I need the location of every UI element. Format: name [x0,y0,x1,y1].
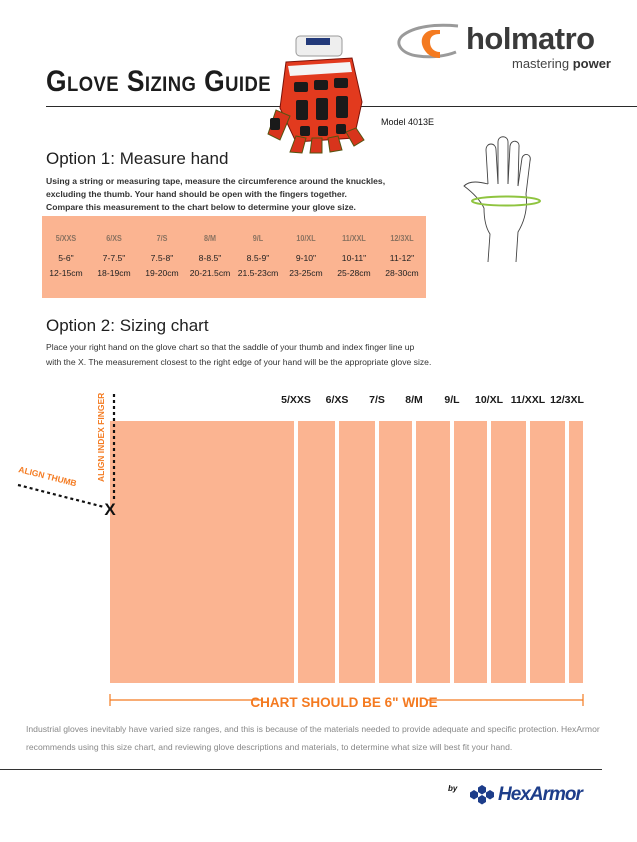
align-index-label: ALIGN INDEX FINGER [96,392,106,482]
size-column [42,216,90,298]
size-line-7s [375,421,379,683]
size-label: 8/M [203,234,217,243]
thumb-guide [18,485,104,507]
size-inches: 8-8.5" [198,253,222,263]
size-label: 11/XXL [342,234,366,243]
chart-size-label: 12/3XL [550,394,584,406]
size-label: 9/L [252,234,264,243]
by-label: by [448,784,458,793]
chart-size-label: 5/XXS [281,394,311,406]
size-column [90,216,138,298]
size-column [282,216,330,298]
size-cm: 18-19cm [97,268,131,278]
hexarmor-logo-mark [468,784,496,806]
brand-name: holmatro [466,21,595,56]
chart-size-label: 7/S [369,394,385,406]
footer-disclaimer: Industrial gloves inevitably have varied size ranges, and this is because of the materials needed to provide adequate and specific protection. HexArmor recommends using this size chart, and reviewing glove descriptions and materials, to determine what size will best fit your hand. [26,724,600,752]
size-line-11xxl [526,421,530,683]
chart-size-label: 6/XS [325,394,349,406]
chart-width-note: CHART SHOULD BE 6" WIDE [250,695,438,710]
brand-tagline: mastering power [512,56,611,71]
size-cm: 28-30cm [385,268,419,278]
size-line-10xl [487,421,491,683]
option1-instructions: Using a string or measuring tape, measure the circumference around the knuckles, excluding the thumb. Your hand should be open with the fingers together. Compare this measurement to the chart below to determine your glove size. [46,176,386,213]
size-inches: 8.5-9" [246,253,270,263]
size-cm: 19-20cm [145,268,179,278]
glove-product-image [266,32,378,154]
size-line-6xs [335,421,339,683]
size-column [234,216,282,298]
size-label: 12/3XL [390,234,414,243]
chart-size-label: 8/M [405,394,423,406]
option1-heading: Option 1: Measure hand [46,149,229,168]
size-label: 10/XL [296,234,316,243]
size-cm: 12-15cm [49,268,83,278]
size-line-8m [412,421,416,683]
size-column [186,216,234,298]
size-inches: 9-10" [295,253,317,263]
sizing-chart [0,380,637,720]
size-measurement-table [42,216,426,298]
align-thumb-label: ALIGN THUMB [17,464,78,489]
option2-instructions: Place your right hand on the glove chart so that the saddle of your thumb and index finger line up with the X. The measurement closest to the right edge of your hand will be the appropriate glove size. [46,342,432,367]
size-inches: 7-7.5" [102,253,126,263]
chart-size-label: 11/XXL [510,394,546,406]
size-inches: 7.5-8" [150,253,174,263]
size-label: 7/S [156,234,168,243]
hexarmor-logo-text: HexArmor [498,784,582,805]
size-column [330,216,378,298]
chart-area [110,421,583,683]
model-label: Model 4013E [381,117,435,127]
size-inches: 11-12" [389,253,415,263]
holmatro-logo-mark [396,22,460,62]
chart-size-label: 9/L [444,394,460,406]
size-cm: 23-25cm [289,268,323,278]
size-cm: 25-28cm [337,268,371,278]
alignment-x-marker: X [104,500,116,519]
size-inches: 10-11" [341,253,367,263]
footer-divider [0,769,602,770]
option2-heading: Option 2: Sizing chart [46,316,209,335]
size-label: 5/XXS [55,234,77,243]
size-inches: 5-6" [58,253,74,263]
size-cm: 20-21.5cm [189,268,231,278]
chart-size-label: 10/XL [474,394,504,406]
size-cm: 21.5-23cm [237,268,279,278]
size-line-5xxs [294,421,298,683]
size-column [138,216,186,298]
hand-measure-illustration [458,136,548,264]
size-column [378,216,426,298]
size-line-123xl [565,421,569,683]
page-title: Glove Sizing Guide [46,65,272,98]
size-label: 6/XS [106,234,122,243]
size-line-9l [450,421,454,683]
